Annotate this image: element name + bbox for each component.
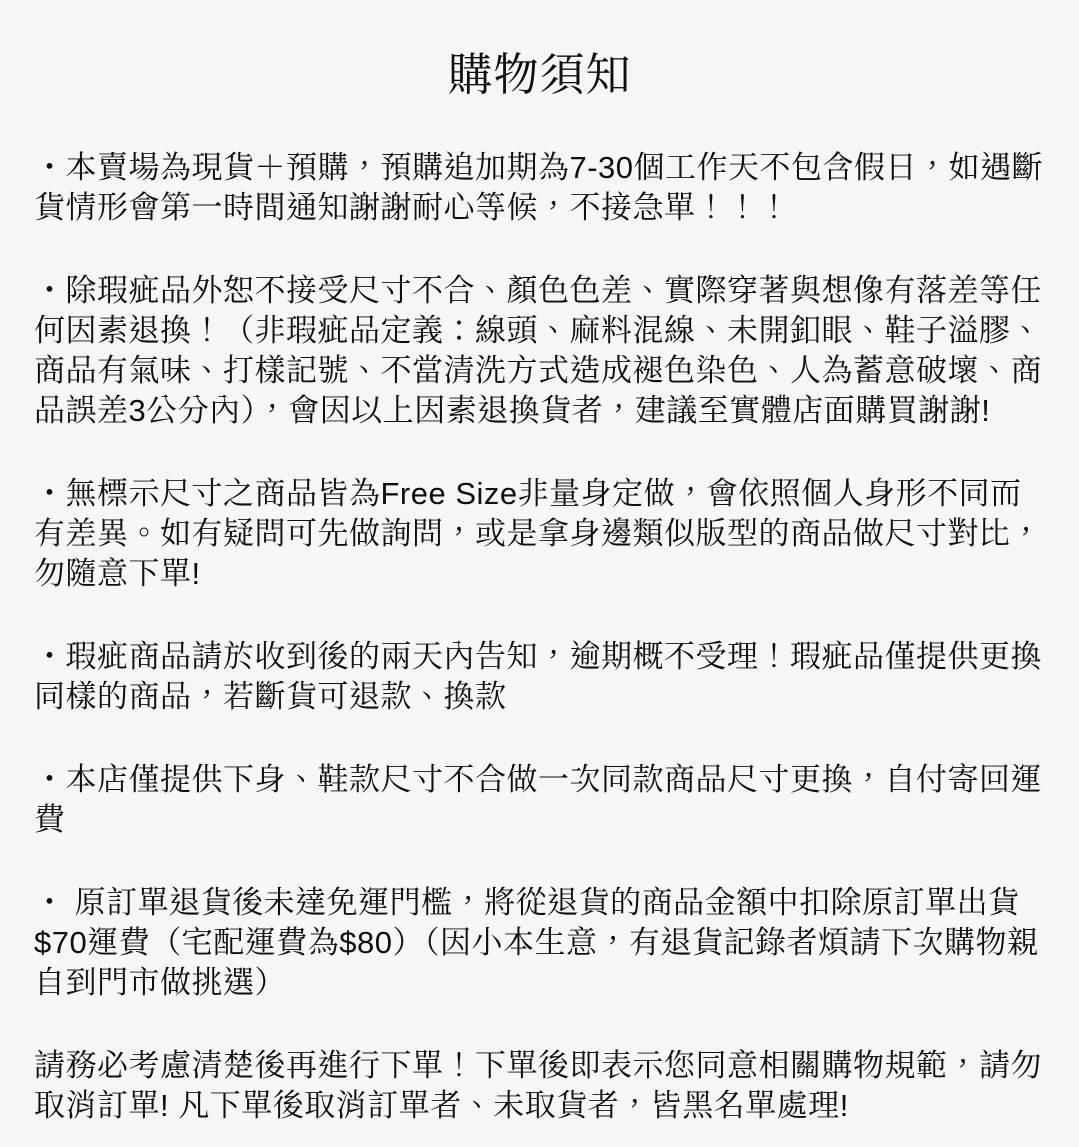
notice-paragraph-free-size: ・無標示尺寸之商品皆為Free Size非量身定做，會依照個人身形不同而有差異。如有疑問可先做詢問，或是拿身邊類似版型的商品做尺寸對比，勿隨意下單! bbox=[34, 476, 1042, 591]
notice-paragraph-size-exchange: ・本店僅提供下身、鞋款尺寸不合做一次同款商品尺寸更換，自付寄回運費 bbox=[34, 762, 1042, 837]
notice-paragraph-preorder-policy: ・本賣場為現貨＋預購，預購追加期為7-30個工作天不包含假日，如遇斷貨情形會第一時間通知謝謝耐心等候，不接急單！！！ bbox=[34, 150, 1044, 225]
notice-paragraph-return-exclusions: ・除瑕疵品外恕不接受尺寸不合、顏色色差、實際穿著與想像有落差等任何因素退換！（非瑕疵品定義：線頭、麻料混線、未開釦眼、鞋子溢膠、商品有氣味、打樣記號、不當清洗方式造成褪色染色、人為蓄意破壞、商品誤差3公分內），會因以上因素退換貨者，建議至實體店面購買謝謝! bbox=[34, 273, 1042, 428]
notice-paragraph-shipping-fee-deduction: ・ 原訂單退貨後未達免運門檻，將從退貨的商品金額中扣除原訂單出貨$70運費（宅配運費為$80）（因小本生意，有退貨記錄者煩請下次購物親自到門市做挑選） bbox=[34, 885, 1039, 1000]
notice-title: 購物須知 bbox=[447, 49, 632, 100]
notice-paragraph-final-warning: 請務必考慮清楚後再進行下單！下單後即表示您同意相關購物規範，請勿取消訂單! 凡下單後取消訂單者、未取貨者，皆黑名單處理! bbox=[34, 1048, 1042, 1123]
notice-paragraph-defect-report: ・瑕疵商品請於收到後的兩天內告知，逾期概不受理！瑕疵品僅提供更換同樣的商品，若斷貨可退款、換款 bbox=[34, 639, 1042, 714]
